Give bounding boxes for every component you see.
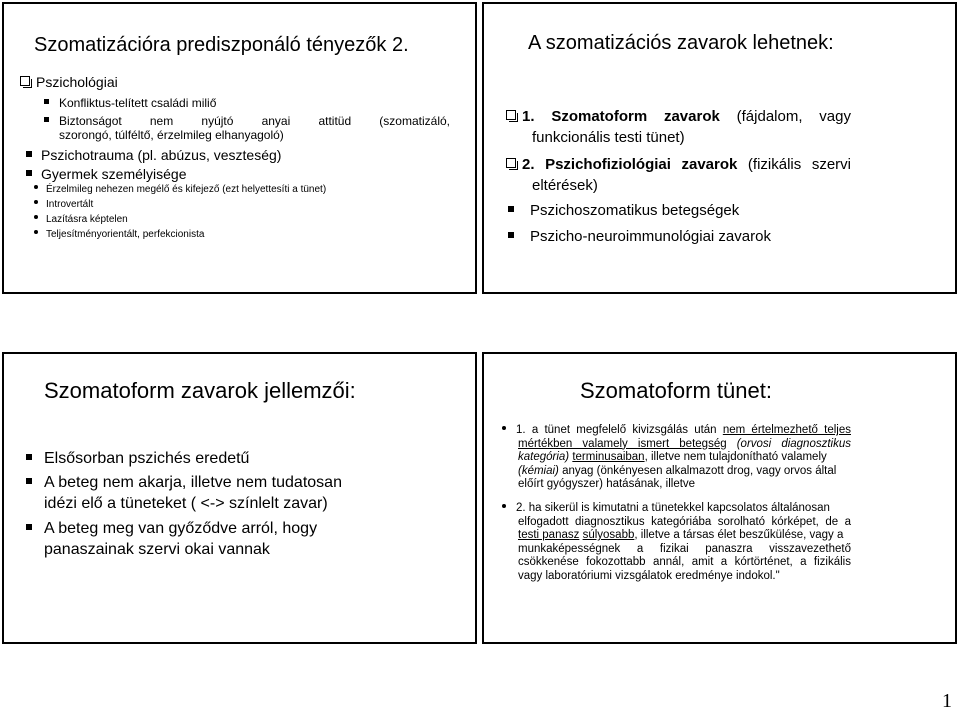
dot-bullet-icon [34, 200, 38, 204]
dot-bullet-icon [502, 426, 506, 430]
list-item: Pszichotrauma (pl. abúzus, veszteség) [26, 147, 281, 163]
list-item-continuation: eltérések) [532, 177, 598, 194]
list-item: 1. Szomatoform zavarok (fájdalom, vagy [506, 108, 851, 125]
square-bullet-icon [26, 170, 32, 176]
heading-psychological: Pszichológiai [20, 74, 118, 90]
square-bullet-icon [44, 99, 49, 104]
slide-title: Szomatoform tünet: [580, 378, 772, 403]
square-bullet-icon [44, 117, 49, 122]
slide-somatization-types [482, 2, 957, 294]
checkbox-bullet-icon [506, 110, 516, 120]
slide-somatoform-symptom [482, 352, 957, 644]
dot-bullet-icon [34, 230, 38, 234]
square-bullet-icon [26, 524, 32, 530]
dot-bullet-icon [502, 504, 506, 508]
list-item-continuation: panaszainak szervi okai vannak [44, 541, 270, 558]
dot-bullet-icon [34, 185, 38, 189]
square-bullet-icon [26, 454, 32, 460]
square-bullet-icon [26, 478, 32, 484]
list-item: 2. Pszichofiziológiai zavarok (fizikális szervi [506, 156, 851, 173]
slide-title: Szomatizációra prediszponáló tényezők 2. [34, 34, 409, 56]
numbered-paragraph-1: 1. a tünet megfelelő kivizsgálás után nem értelmezhető teljes mértékben valamely ismert betegség (orvosi diagnosztikus kategória) terminusaiban, illetve nem tulajdonítható valamely (kémiai) anyag (önkényesen alkalmazott drog, vagy orvos által előírt gyógyszer) hatásának, illetve [502, 424, 851, 492]
list-item-continuation: szorongó, túlféltő, érzelmileg elhanyagoló) [59, 128, 284, 142]
slide-title: Szomatoform zavarok jellemzői: [44, 378, 356, 403]
page-number: 1 [942, 690, 952, 712]
list-item: Pszicho-neuroimmunológiai zavarok [508, 228, 771, 245]
slide-somatoform-characteristics [2, 352, 477, 644]
sub-list-item: Érzelmileg nehezen megélő és kifejező (ezt helyettesíti a tünet) [34, 184, 326, 195]
list-item: Gyermek személyisége [26, 166, 187, 182]
square-bullet-icon [26, 151, 32, 157]
slide-predisposing-factors [2, 2, 477, 294]
list-item-continuation: idézi elő a tüneteket ( <-> színlelt zavar) [44, 495, 328, 512]
list-item: Pszichoszomatikus betegségek [508, 202, 739, 219]
sub-list-item: Teljesítményorientált, perfekcionista [34, 229, 204, 240]
square-bullet-icon [508, 232, 514, 238]
list-item: Elsősorban pszichés eredetű [26, 450, 249, 468]
square-bullet-icon [508, 206, 514, 212]
list-item: Biztonságot nem nyújtó anyai attitüd (szomatizáló, [44, 114, 450, 128]
list-item: Konfliktus-telített családi miliő [44, 96, 216, 110]
sub-list-item: Introvertált [34, 199, 93, 210]
sub-list-item: Lazításra képtelen [34, 214, 128, 225]
slide-title: A szomatizációs zavarok lehetnek: [528, 32, 834, 54]
dot-bullet-icon [34, 215, 38, 219]
list-item-continuation: funkcionális testi tünet) [532, 129, 685, 146]
list-item: A beteg meg van győződve arról, hogy [26, 520, 317, 538]
checkbox-bullet-icon [20, 76, 30, 86]
list-item: A beteg nem akarja, illetve nem tudatosan [26, 474, 342, 492]
checkbox-bullet-icon [506, 158, 516, 168]
numbered-paragraph-2: 2. ha sikerül is kimutatni a tünetekkel kapcsolatos általánosan elfogadott diagnosztikus kategóriába sorolható kórképet, de a testi panasz súlyosabb, illetve a társas élet beszűkülése, vagy a munkaképességnek a fizikai panaszra visszavezethető csökkenése fokozottabb annál, amit a kórtörténet, a fizikális vagy laboratóriumi vizsgálatok eredménye indokol." [502, 502, 851, 583]
